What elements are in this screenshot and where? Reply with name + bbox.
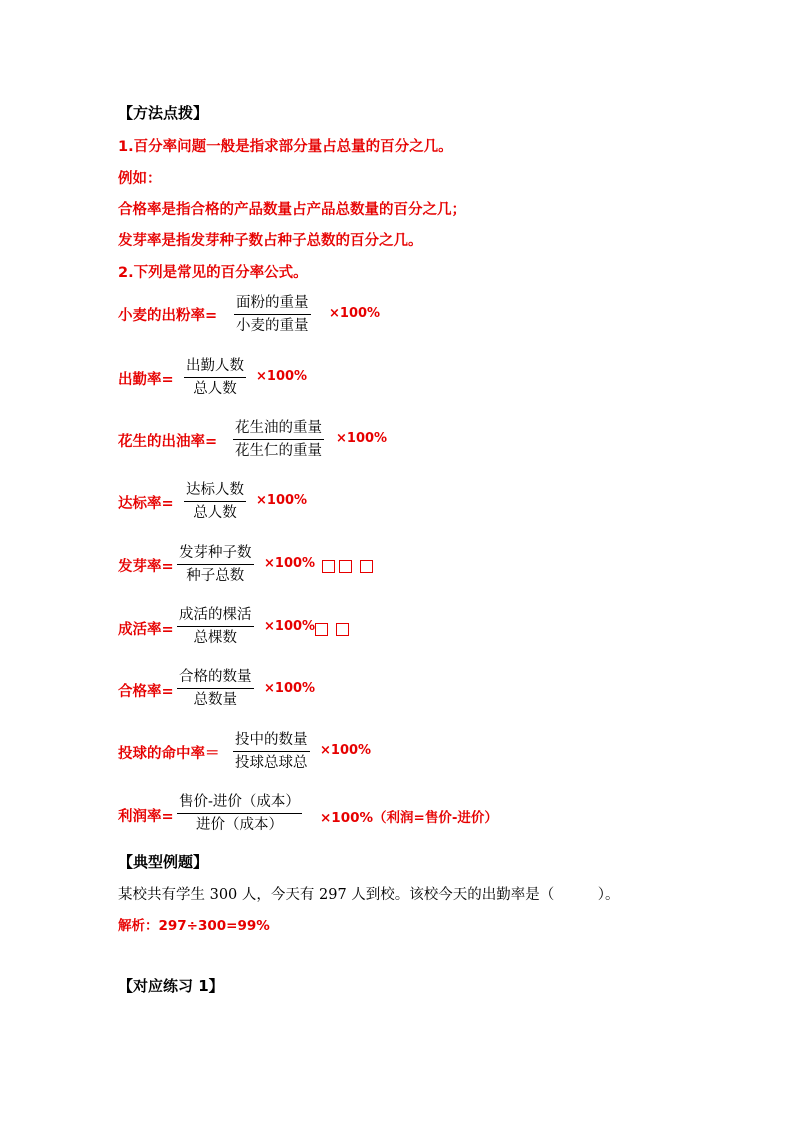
- example-question: 某校共有学生 300 人，今天有 297 人到校。该校今天的出勤率是（ ）。: [118, 887, 620, 903]
- formula-tail: ×100%: [320, 743, 372, 758]
- placeholder-boxes: [322, 557, 377, 576]
- placeholder-box-icon: [322, 560, 335, 573]
- example-analysis: 解析：297÷300=99%: [118, 918, 270, 934]
- fraction-denominator: 小麦的重量: [236, 318, 309, 334]
- fraction-bar: [233, 751, 310, 752]
- fraction-numerator: 售价-进价（成本）: [179, 794, 300, 810]
- fraction-germination: [177, 543, 254, 586]
- placeholder-box-icon: [360, 560, 373, 573]
- formula-label-flour: 小麦的出粉率=: [118, 308, 218, 324]
- formula-tail: ×100%: [264, 556, 316, 571]
- formula-tail: ×100%: [329, 306, 381, 321]
- formula-label-oil: 花生的出油率=: [118, 434, 218, 450]
- fraction-denominator: 花生仁的重量: [235, 443, 322, 459]
- formula-tail: ×100%: [336, 431, 388, 446]
- fraction-bar: [184, 501, 246, 502]
- placeholder-box-icon: [339, 560, 352, 573]
- formula-tail: ×100%（利润=售价-进价）: [320, 810, 498, 826]
- formula-tail: ×100%: [264, 681, 316, 696]
- fraction-qualified: [177, 667, 254, 710]
- fraction-shooting: [233, 730, 310, 773]
- formula-label-profit: 利润率=: [118, 809, 174, 825]
- formula-label-germination: 发芽率=: [118, 559, 174, 575]
- fraction-profit: [177, 792, 302, 835]
- example-heading: 【典型例题】: [118, 853, 209, 871]
- fraction-bar: [234, 314, 311, 315]
- fraction-denominator: 总数量: [193, 692, 237, 708]
- practice-heading: 【对应练习 1】: [118, 977, 224, 995]
- fraction-denominator: 种子总数: [186, 568, 245, 584]
- method-line-1: 1.百分率问题一般是指求部分量占总量的百分之几。: [118, 139, 453, 155]
- formula-label-qualified: 合格率=: [118, 684, 174, 700]
- fraction-bar: [177, 813, 302, 814]
- method-line-4: 发芽率是指发芽种子数占种子总数的百分之几。: [118, 233, 423, 249]
- fraction-numerator: 发芽种子数: [179, 545, 252, 561]
- method-heading: 【方法点拨】: [118, 104, 209, 122]
- formula-label-attendance: 出勤率=: [118, 372, 174, 388]
- fraction-numerator: 成活的棵活: [179, 607, 252, 623]
- fraction-flour: [234, 293, 311, 336]
- formula-tail: ×100%: [264, 619, 316, 634]
- fraction-oil: [233, 418, 324, 461]
- fraction-bar: [177, 564, 254, 565]
- fraction-bar: [177, 626, 254, 627]
- method-line-5: 2.下列是常见的百分率公式。: [118, 265, 308, 281]
- fraction-bar: [233, 439, 324, 440]
- formula-label-standard: 达标率=: [118, 496, 174, 512]
- method-line-2: 例如：: [118, 171, 162, 187]
- fraction-standard: [184, 480, 246, 523]
- formula-tail: ×100%: [256, 493, 308, 508]
- placeholder-box-icon: [336, 623, 349, 636]
- fraction-survival: [177, 605, 254, 648]
- fraction-bar: [184, 377, 246, 378]
- fraction-denominator: 总棵数: [193, 630, 237, 646]
- placeholder-boxes: [315, 620, 353, 639]
- fraction-numerator: 投中的数量: [235, 732, 308, 748]
- placeholder-box-icon: [315, 623, 328, 636]
- fraction-numerator: 达标人数: [186, 482, 244, 498]
- formula-label-shooting: 投球的命中率＝: [118, 746, 220, 762]
- fraction-numerator: 面粉的重量: [236, 295, 309, 311]
- fraction-denominator: 总人数: [193, 381, 237, 397]
- formula-label-survival: 成活率=: [118, 622, 174, 638]
- fraction-bar: [177, 688, 254, 689]
- fraction-denominator: 总人数: [193, 505, 237, 521]
- formula-tail: ×100%: [256, 369, 308, 384]
- fraction-numerator: 花生油的重量: [235, 420, 322, 436]
- fraction-attendance: [184, 356, 246, 399]
- fraction-numerator: 合格的数量: [179, 669, 252, 685]
- method-line-3: 合格率是指合格的产品数量占产品总数量的百分之几；: [118, 202, 466, 218]
- fraction-numerator: 出勤人数: [186, 358, 244, 374]
- fraction-denominator: 投球总球总: [235, 755, 308, 771]
- fraction-denominator: 进价（成本）: [195, 817, 283, 833]
